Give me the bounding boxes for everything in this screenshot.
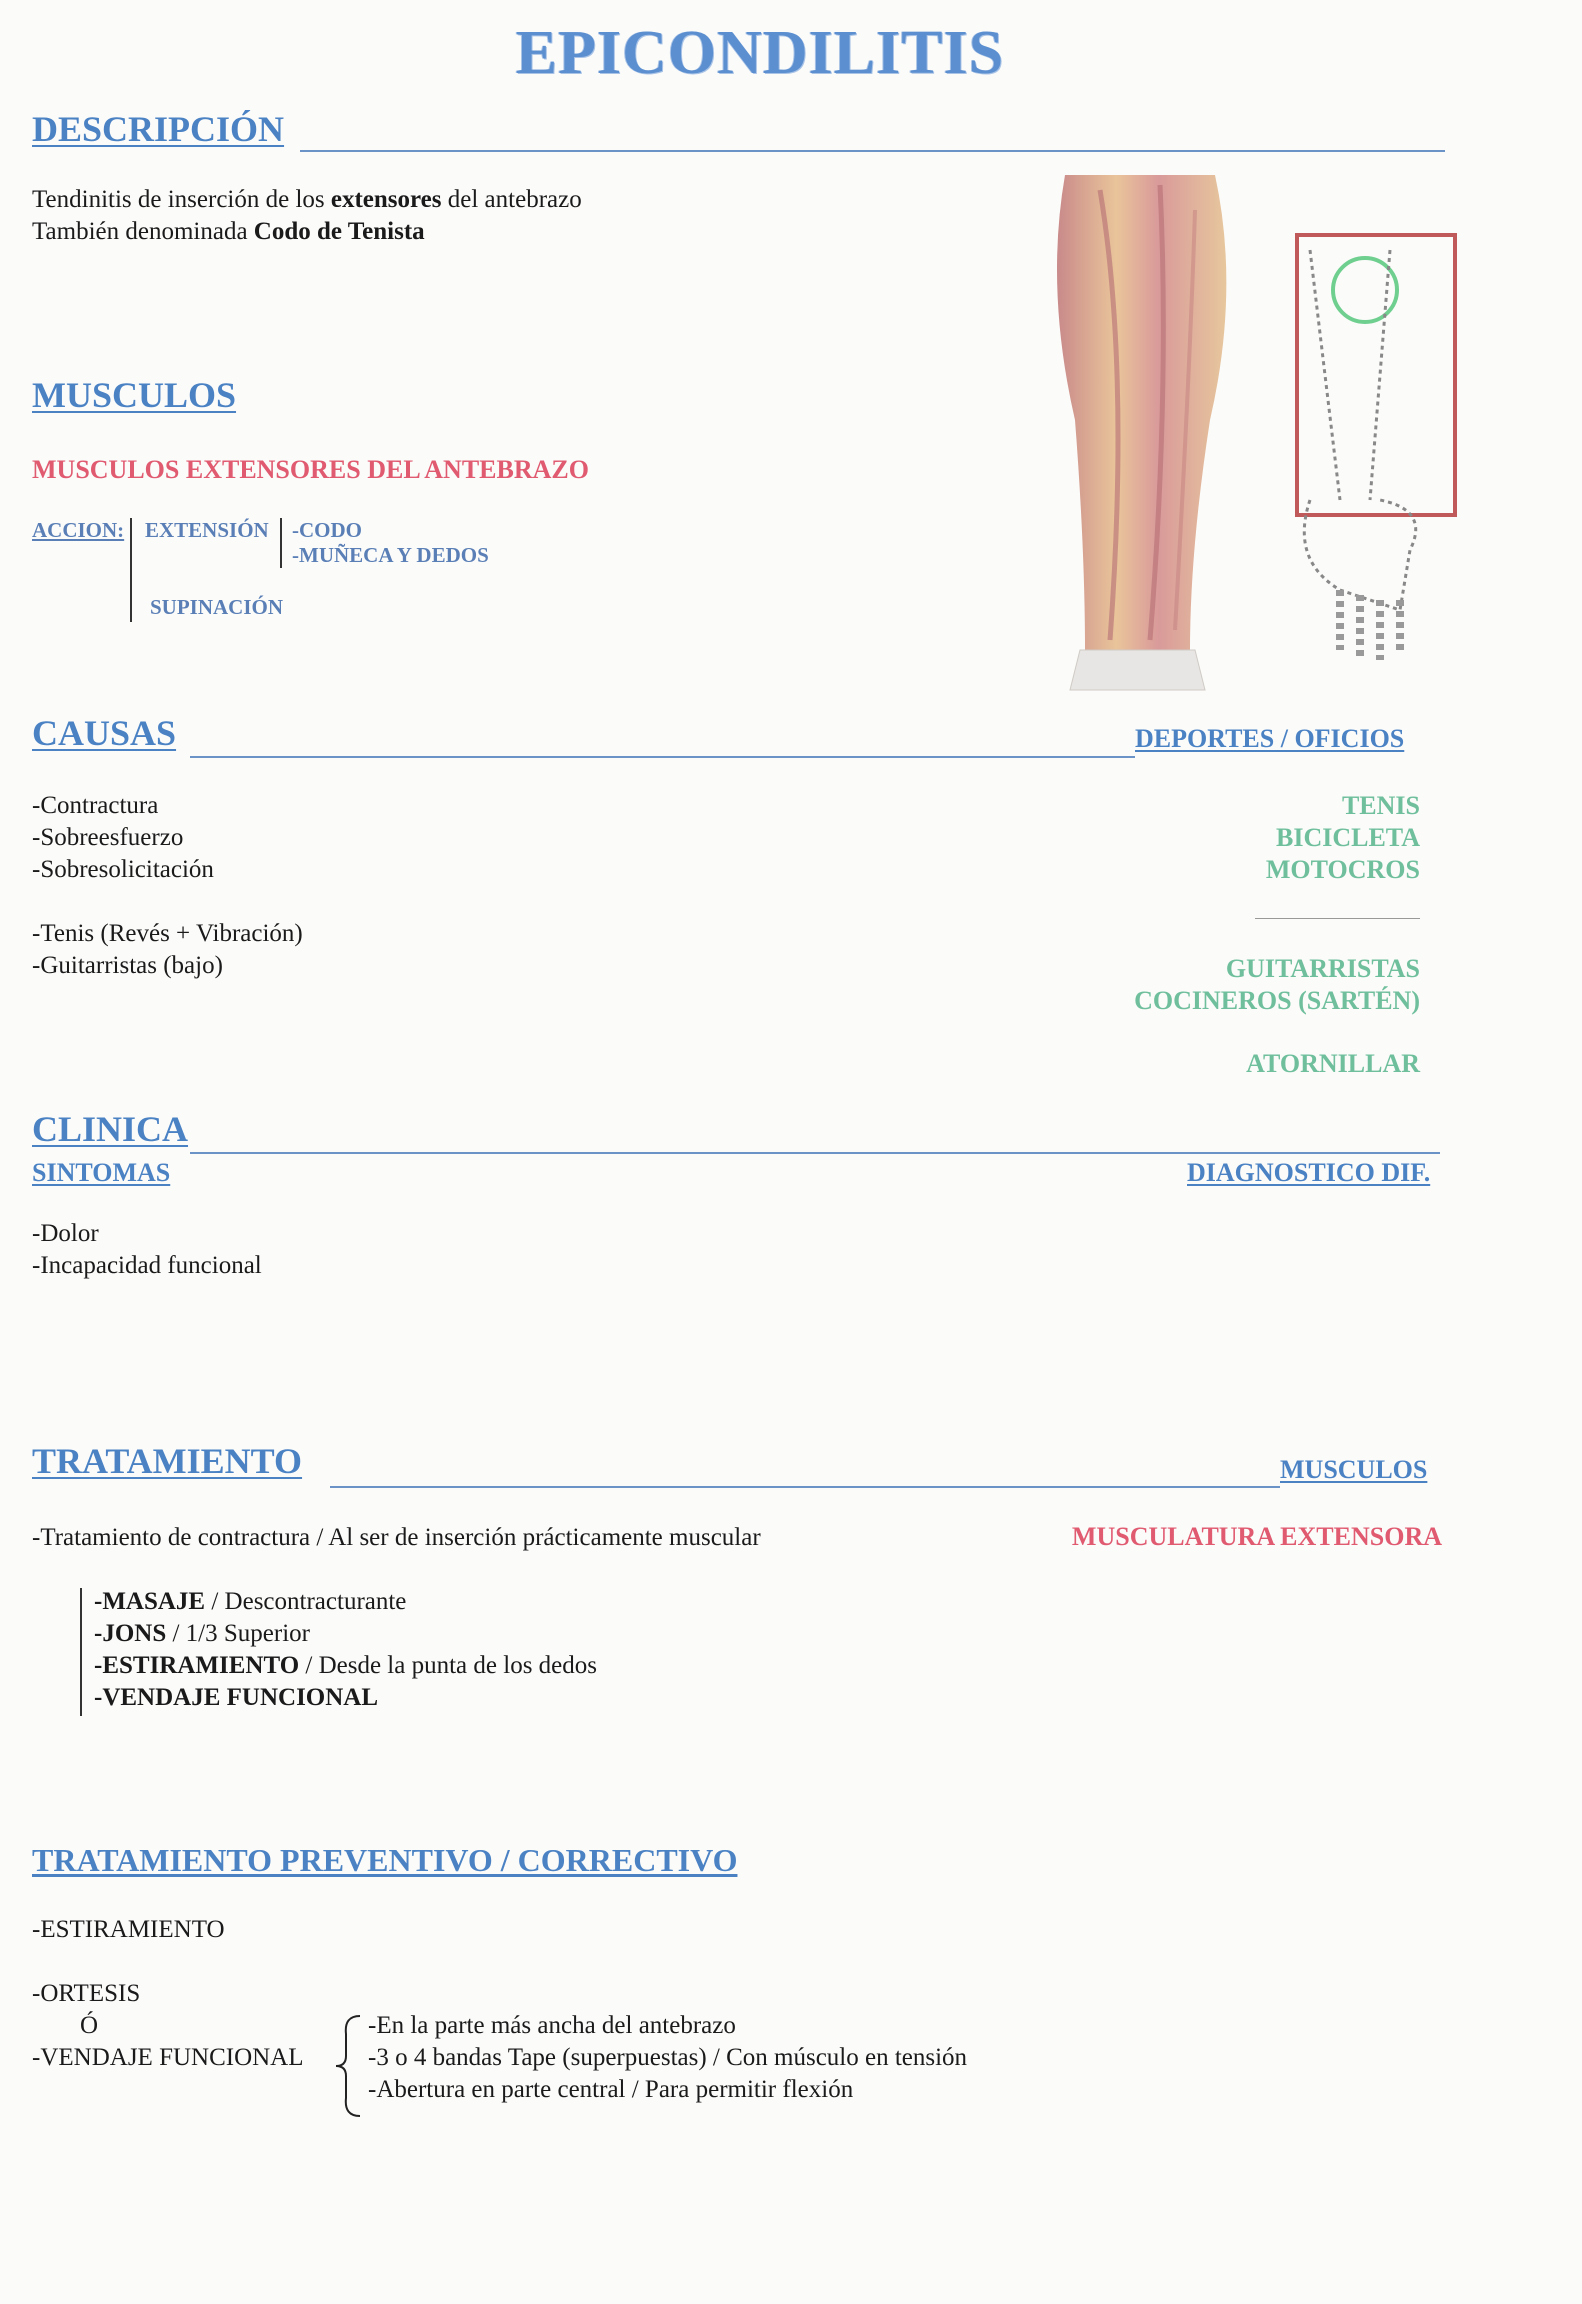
causa-item: -Sobreesfuerzo: [32, 824, 184, 851]
oficio-item: COCINEROS (SARTÉN): [1134, 986, 1420, 1015]
tratamiento-heading: TRATAMIENTO: [32, 1441, 303, 1481]
extension-label: EXTENSIÓN: [145, 518, 269, 542]
descripcion-text: [32, 184, 932, 248]
musculos-extensores-label: MUSCULOS EXTENSORES DEL ANTEBRAZO: [32, 455, 589, 484]
tratamiento-item: -MASAJE / Descontracturante: [94, 1588, 407, 1615]
causas-rule: [190, 756, 1135, 758]
clinica-heading: CLINICA: [32, 1109, 189, 1149]
descripcion-line-1: Tendinitis de inserción de los extensores del antebrazo: [32, 186, 582, 213]
descripcion-heading: DESCRIPCIÓN: [32, 109, 285, 149]
sintomas-list: [32, 1218, 262, 1282]
causa-item: -Contractura: [32, 792, 159, 819]
oficio-item: GUITARRISTAS: [1225, 954, 1420, 983]
causas-list: [32, 790, 214, 886]
deporte-item: TENIS: [1341, 791, 1420, 820]
tratamiento-rule: [330, 1486, 1280, 1488]
sintomas-heading: SINTOMAS: [32, 1158, 171, 1187]
supinacion-label: SUPINACIÓN: [150, 595, 284, 619]
oficios-list: [1020, 953, 1420, 1017]
deportes-list: [1120, 790, 1420, 886]
sintoma-item: -Incapacidad funcional: [32, 1252, 262, 1279]
tratamiento-item: -JONS / 1/3 Superior: [94, 1620, 310, 1647]
deporte-item: BICICLETA: [1275, 823, 1420, 852]
vendaje-detail-item: -3 o 4 bandas Tape (superpuestas) / Con músculo en tensión: [368, 2044, 968, 2071]
causas-heading: CAUSAS: [32, 713, 177, 753]
clinica-rule: [190, 1152, 1440, 1154]
preventivo-heading: TRATAMIENTO PREVENTIVO / CORRECTIVO: [32, 1842, 738, 1878]
extension-bracket: [280, 518, 282, 568]
tratamiento-item: -VENDAJE FUNCIONAL: [94, 1684, 379, 1711]
deportes-oficios-heading: DEPORTES / OFICIOS: [1135, 724, 1405, 753]
curly-brace-icon: [334, 2014, 364, 2118]
preventivo-vendaje: -VENDAJE FUNCIONAL: [32, 2044, 304, 2071]
descripcion-rule: [300, 150, 1445, 152]
preventivo-o: Ó: [80, 2012, 99, 2039]
atornillar-label: ATORNILLAR: [1246, 1049, 1420, 1078]
causa-item: -Sobresolicitación: [32, 856, 214, 883]
deportes-divider: [1255, 918, 1420, 919]
vendaje-detail-item: -Abertura en parte central / Para permitir flexión: [368, 2076, 854, 2103]
forearm-muscle-illustration: [1040, 170, 1480, 710]
tratamiento-musculos-heading: MUSCULOS: [1280, 1455, 1428, 1484]
accion-label: ACCION:: [32, 518, 125, 542]
preventivo-ortesis: -ORTESIS: [32, 1980, 141, 2007]
vendaje-detail-list: [368, 2010, 967, 2106]
musculos-heading: MUSCULOS: [32, 375, 237, 415]
sintoma-item: -Dolor: [32, 1220, 99, 1247]
page-title: EPICONDILITIS: [515, 19, 1005, 87]
tratamiento-list: [94, 1586, 597, 1714]
musculatura-extensora-label: MUSCULATURA EXTENSORA: [1071, 1522, 1442, 1551]
accion-bracket: [130, 518, 132, 622]
preventivo-estiramiento: -ESTIRAMIENTO: [32, 1916, 225, 1943]
tratamiento-bracket: [80, 1588, 82, 1716]
diagnostico-heading: DIAGNOSTICO DIF.: [1187, 1158, 1431, 1187]
deporte-item: MOTOCROS: [1265, 855, 1420, 884]
causa-item: -Guitarristas (bajo): [32, 952, 223, 979]
vendaje-detail-item: -En la parte más ancha del antebrazo: [368, 2012, 736, 2039]
tratamiento-intro: -Tratamiento de contractura / Al ser de inserción prácticamente muscular: [32, 1524, 761, 1551]
causa-item: -Tenis (Revés + Vibración): [32, 920, 303, 947]
codo-label: -CODO: [292, 518, 362, 542]
descripcion-line-2: También denominada Codo de Tenista: [32, 218, 425, 245]
tratamiento-item: -ESTIRAMIENTO / Desde la punta de los dedos: [94, 1652, 597, 1679]
muneca-label: -MUÑECA Y DEDOS: [292, 543, 489, 567]
causas-list-2: [32, 918, 303, 982]
